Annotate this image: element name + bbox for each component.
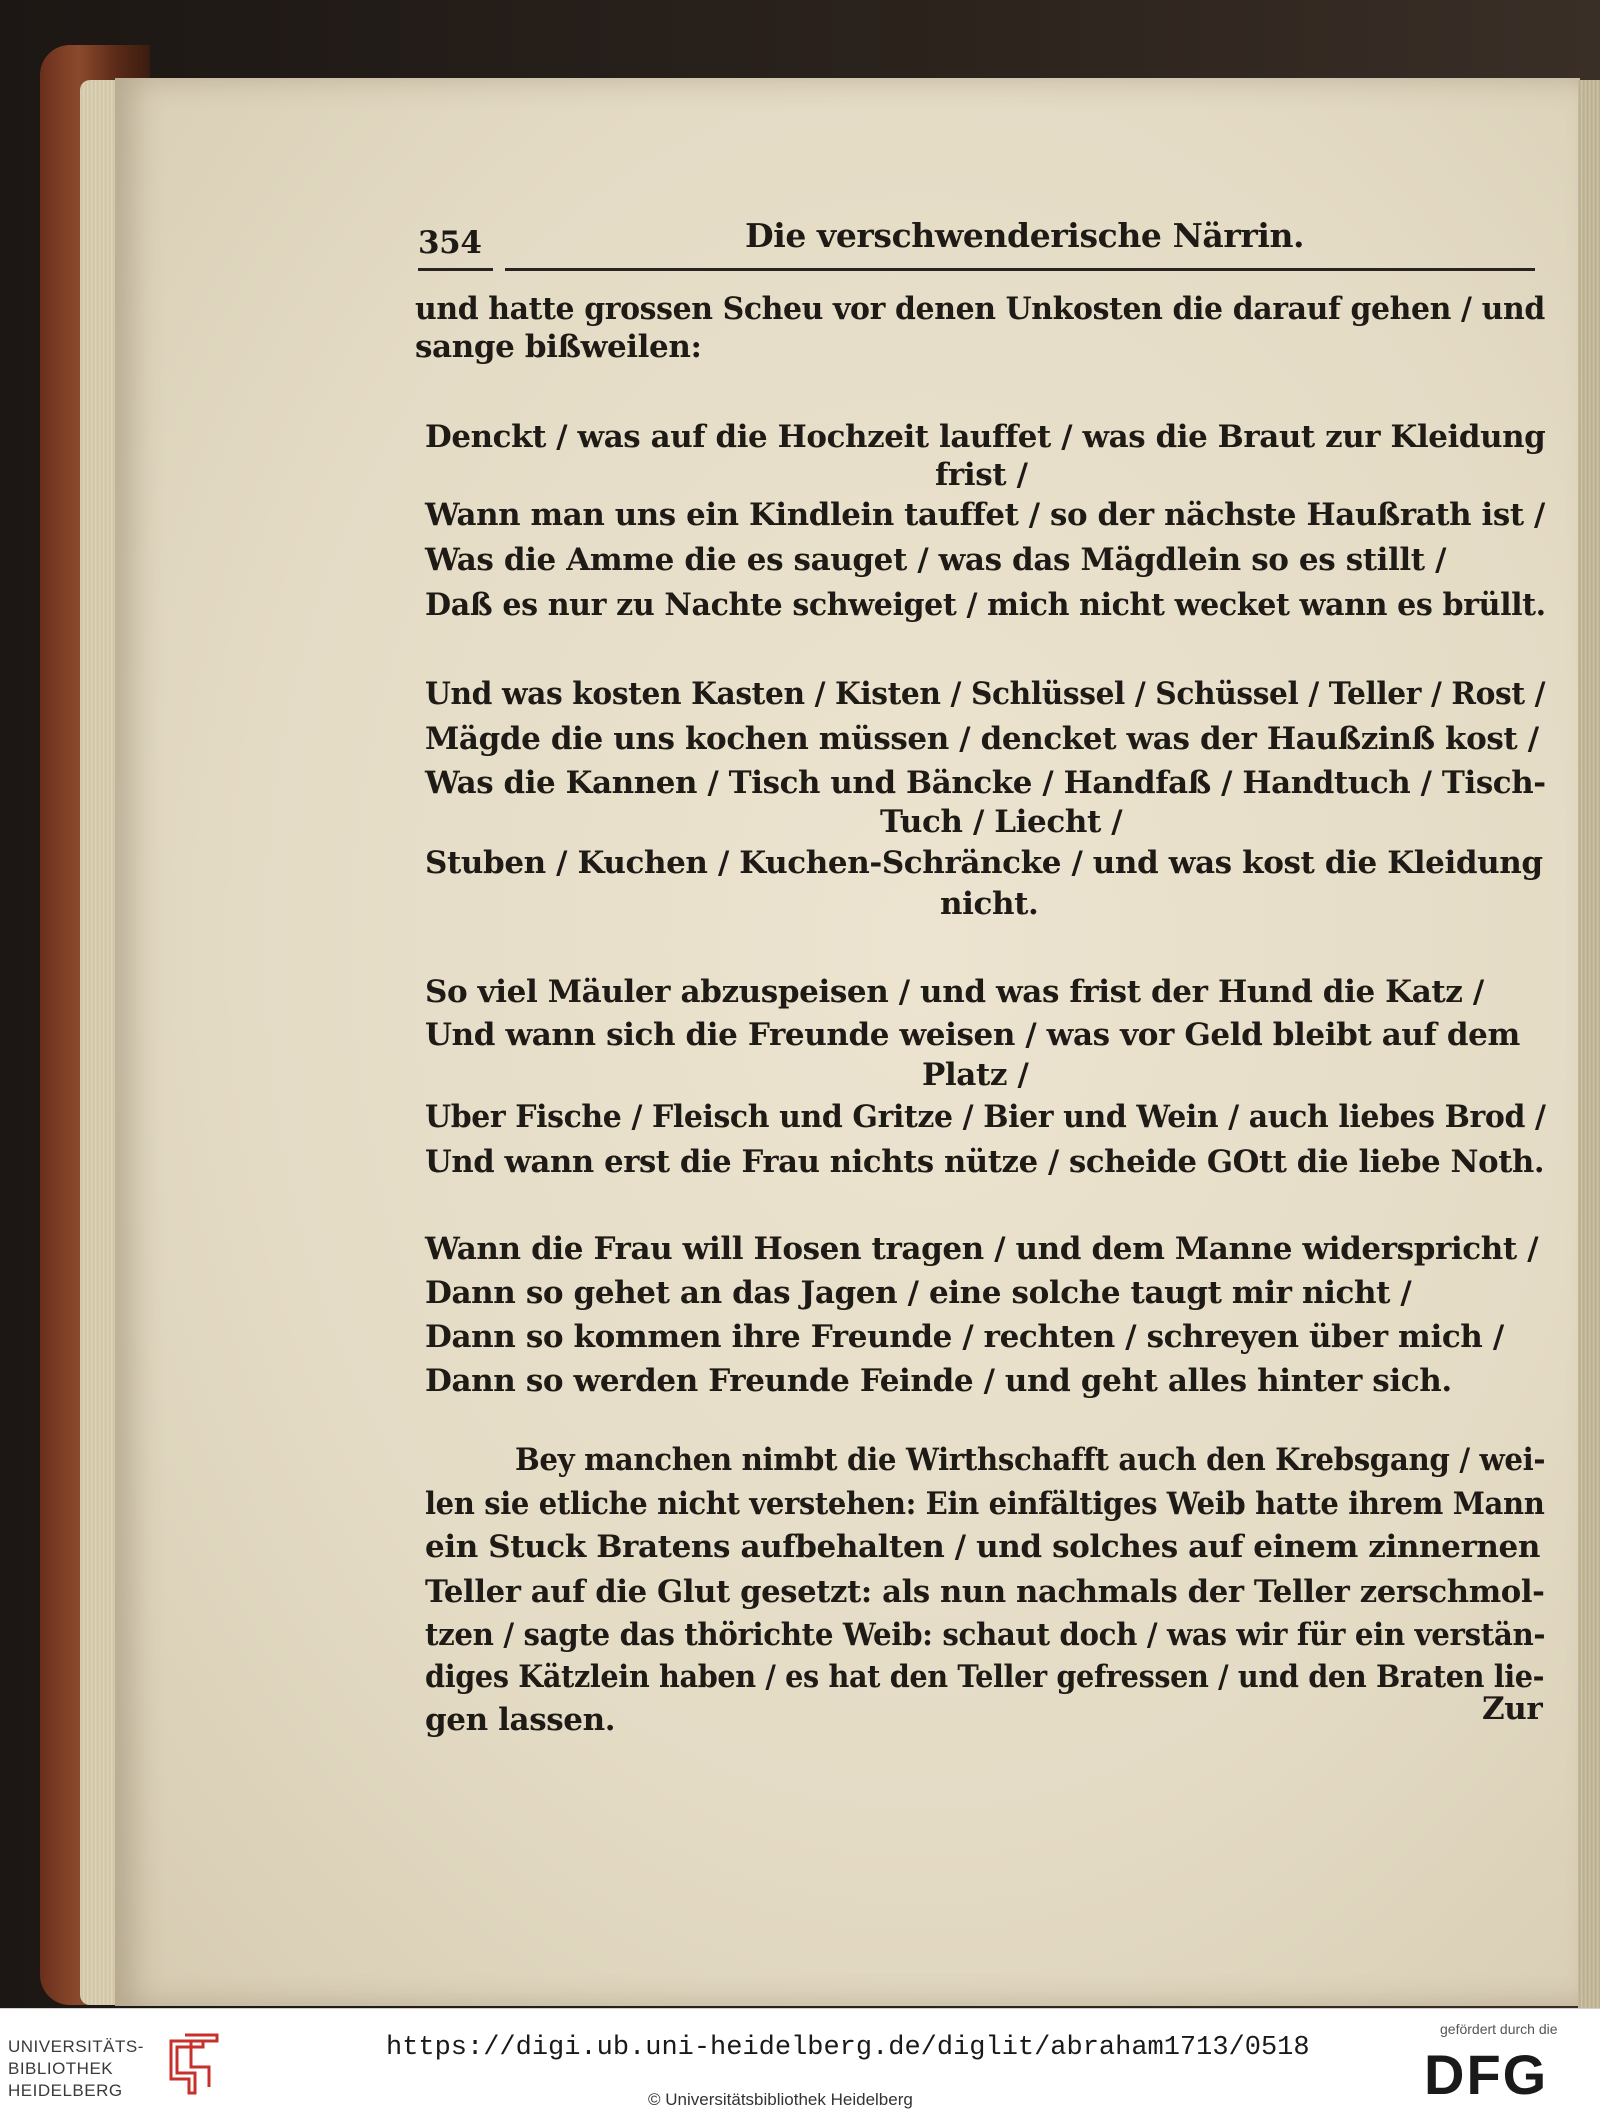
viewer-footer	[0, 2008, 1600, 2124]
verse-line: Dann so werden Freunde Feinde / und geht alles hinter sich.	[425, 1363, 1452, 1399]
verse-line: Tuch / Liecht /	[880, 804, 1123, 840]
text-line: Teller auf die Glut gesetzt: als nun nachmals der Teller zerschmol-	[425, 1574, 1545, 1610]
text-line: und hatte grossen Scheu vor denen Unkosten die darauf gehen / und	[415, 291, 1545, 327]
verse-line: Was die Kannen / Tisch und Bäncke / Handfaß / Handtuch / Tisch-	[425, 765, 1546, 801]
verse-line: Stuben / Kuchen / Kuchen-Schräncke / und was kost die Kleidung	[425, 845, 1543, 881]
verse-line: Und was kosten Kasten / Kisten / Schlüssel / Schüssel / Teller / Rost /	[425, 676, 1546, 712]
text-line: len sie etliche nicht verstehen: Ein einfältiges Weib hatte ihrem Mann	[425, 1486, 1545, 1522]
text-line: ein Stuck Bratens aufbehalten / und solches auf einem zinnernen	[425, 1529, 1540, 1565]
verse-line: Dann so kommen ihre Freunde / rechten / schreyen über mich /	[425, 1319, 1504, 1355]
header-rule	[505, 268, 1535, 271]
header-rule-left	[418, 268, 493, 271]
text-line: Bey manchen nimbt die Wirthschafft auch den Krebsgang / wei-	[515, 1442, 1546, 1478]
permalink-url[interactable]: https://digi.ub.uni-heidelberg.de/diglit/abraham1713/0518	[386, 2033, 1310, 2063]
verse-line: Und wann erst die Frau nichts nütze / scheide GOtt die liebe Noth.	[425, 1144, 1545, 1180]
text-line: diges Kätzlein haben / es hat den Teller gefressen / und den Braten lie-	[425, 1659, 1545, 1695]
library-logo-icon	[165, 2033, 225, 2103]
catchword: Zur	[1482, 1691, 1543, 1727]
funded-by-label: gefördert durch die	[1440, 2021, 1558, 2037]
dfg-logo: DFG	[1424, 2043, 1549, 2106]
verse-line: Platz /	[922, 1057, 1029, 1093]
verse-line: frist /	[935, 457, 1028, 493]
copyright-notice: © Universitätsbibliothek Heidelberg	[648, 2090, 913, 2109]
verse-line: Dann so gehet an das Jagen / eine solche taugt mir nicht /	[425, 1275, 1412, 1311]
page-edges-right	[1578, 80, 1600, 2008]
verse-line: nicht.	[940, 886, 1039, 922]
running-title: Die verschwenderische Närrin.	[745, 216, 1305, 255]
verse-line: Uber Fische / Fleisch und Gritze / Bier und Wein / auch liebes Brod /	[425, 1099, 1546, 1135]
page-number: 354	[418, 225, 482, 261]
verse-line: Und wann sich die Freunde weisen / was vor Geld bleibt auf dem	[425, 1017, 1520, 1053]
library-name-line1: UNIVERSITÄTS-	[8, 2037, 144, 2056]
verse-line: Denckt / was auf die Hochzeit lauffet / was die Braut zur Kleidung	[425, 419, 1546, 455]
verse-line: So viel Mäuler abzuspeisen / und was frist der Hund die Katz /	[425, 974, 1484, 1010]
verse-line: Wann man uns ein Kindlein tauffet / so der nächste Haußrath ist /	[425, 497, 1545, 533]
verse-line: Was die Amme die es sauget / was das Mägdlein so es stillt /	[425, 542, 1447, 578]
text-line: tzen / sagte das thörichte Weib: schaut doch / was wir für ein verstän-	[425, 1617, 1546, 1653]
library-name-line3: HEIDELBERG	[8, 2081, 123, 2100]
verse-line: Daß es nur zu Nachte schweiget / mich nicht wecket wann es brüllt.	[425, 587, 1546, 623]
text-line: gen lassen.	[425, 1702, 616, 1738]
verse-line: Mägde die uns kochen müssen / dencket was der Haußzinß kost /	[425, 721, 1539, 757]
verse-line: Wann die Frau will Hosen tragen / und dem Manne widerspricht /	[425, 1231, 1539, 1267]
text-line: sange bißweilen:	[415, 329, 702, 365]
library-name-line2: BIBLIOTHEK	[8, 2059, 114, 2078]
